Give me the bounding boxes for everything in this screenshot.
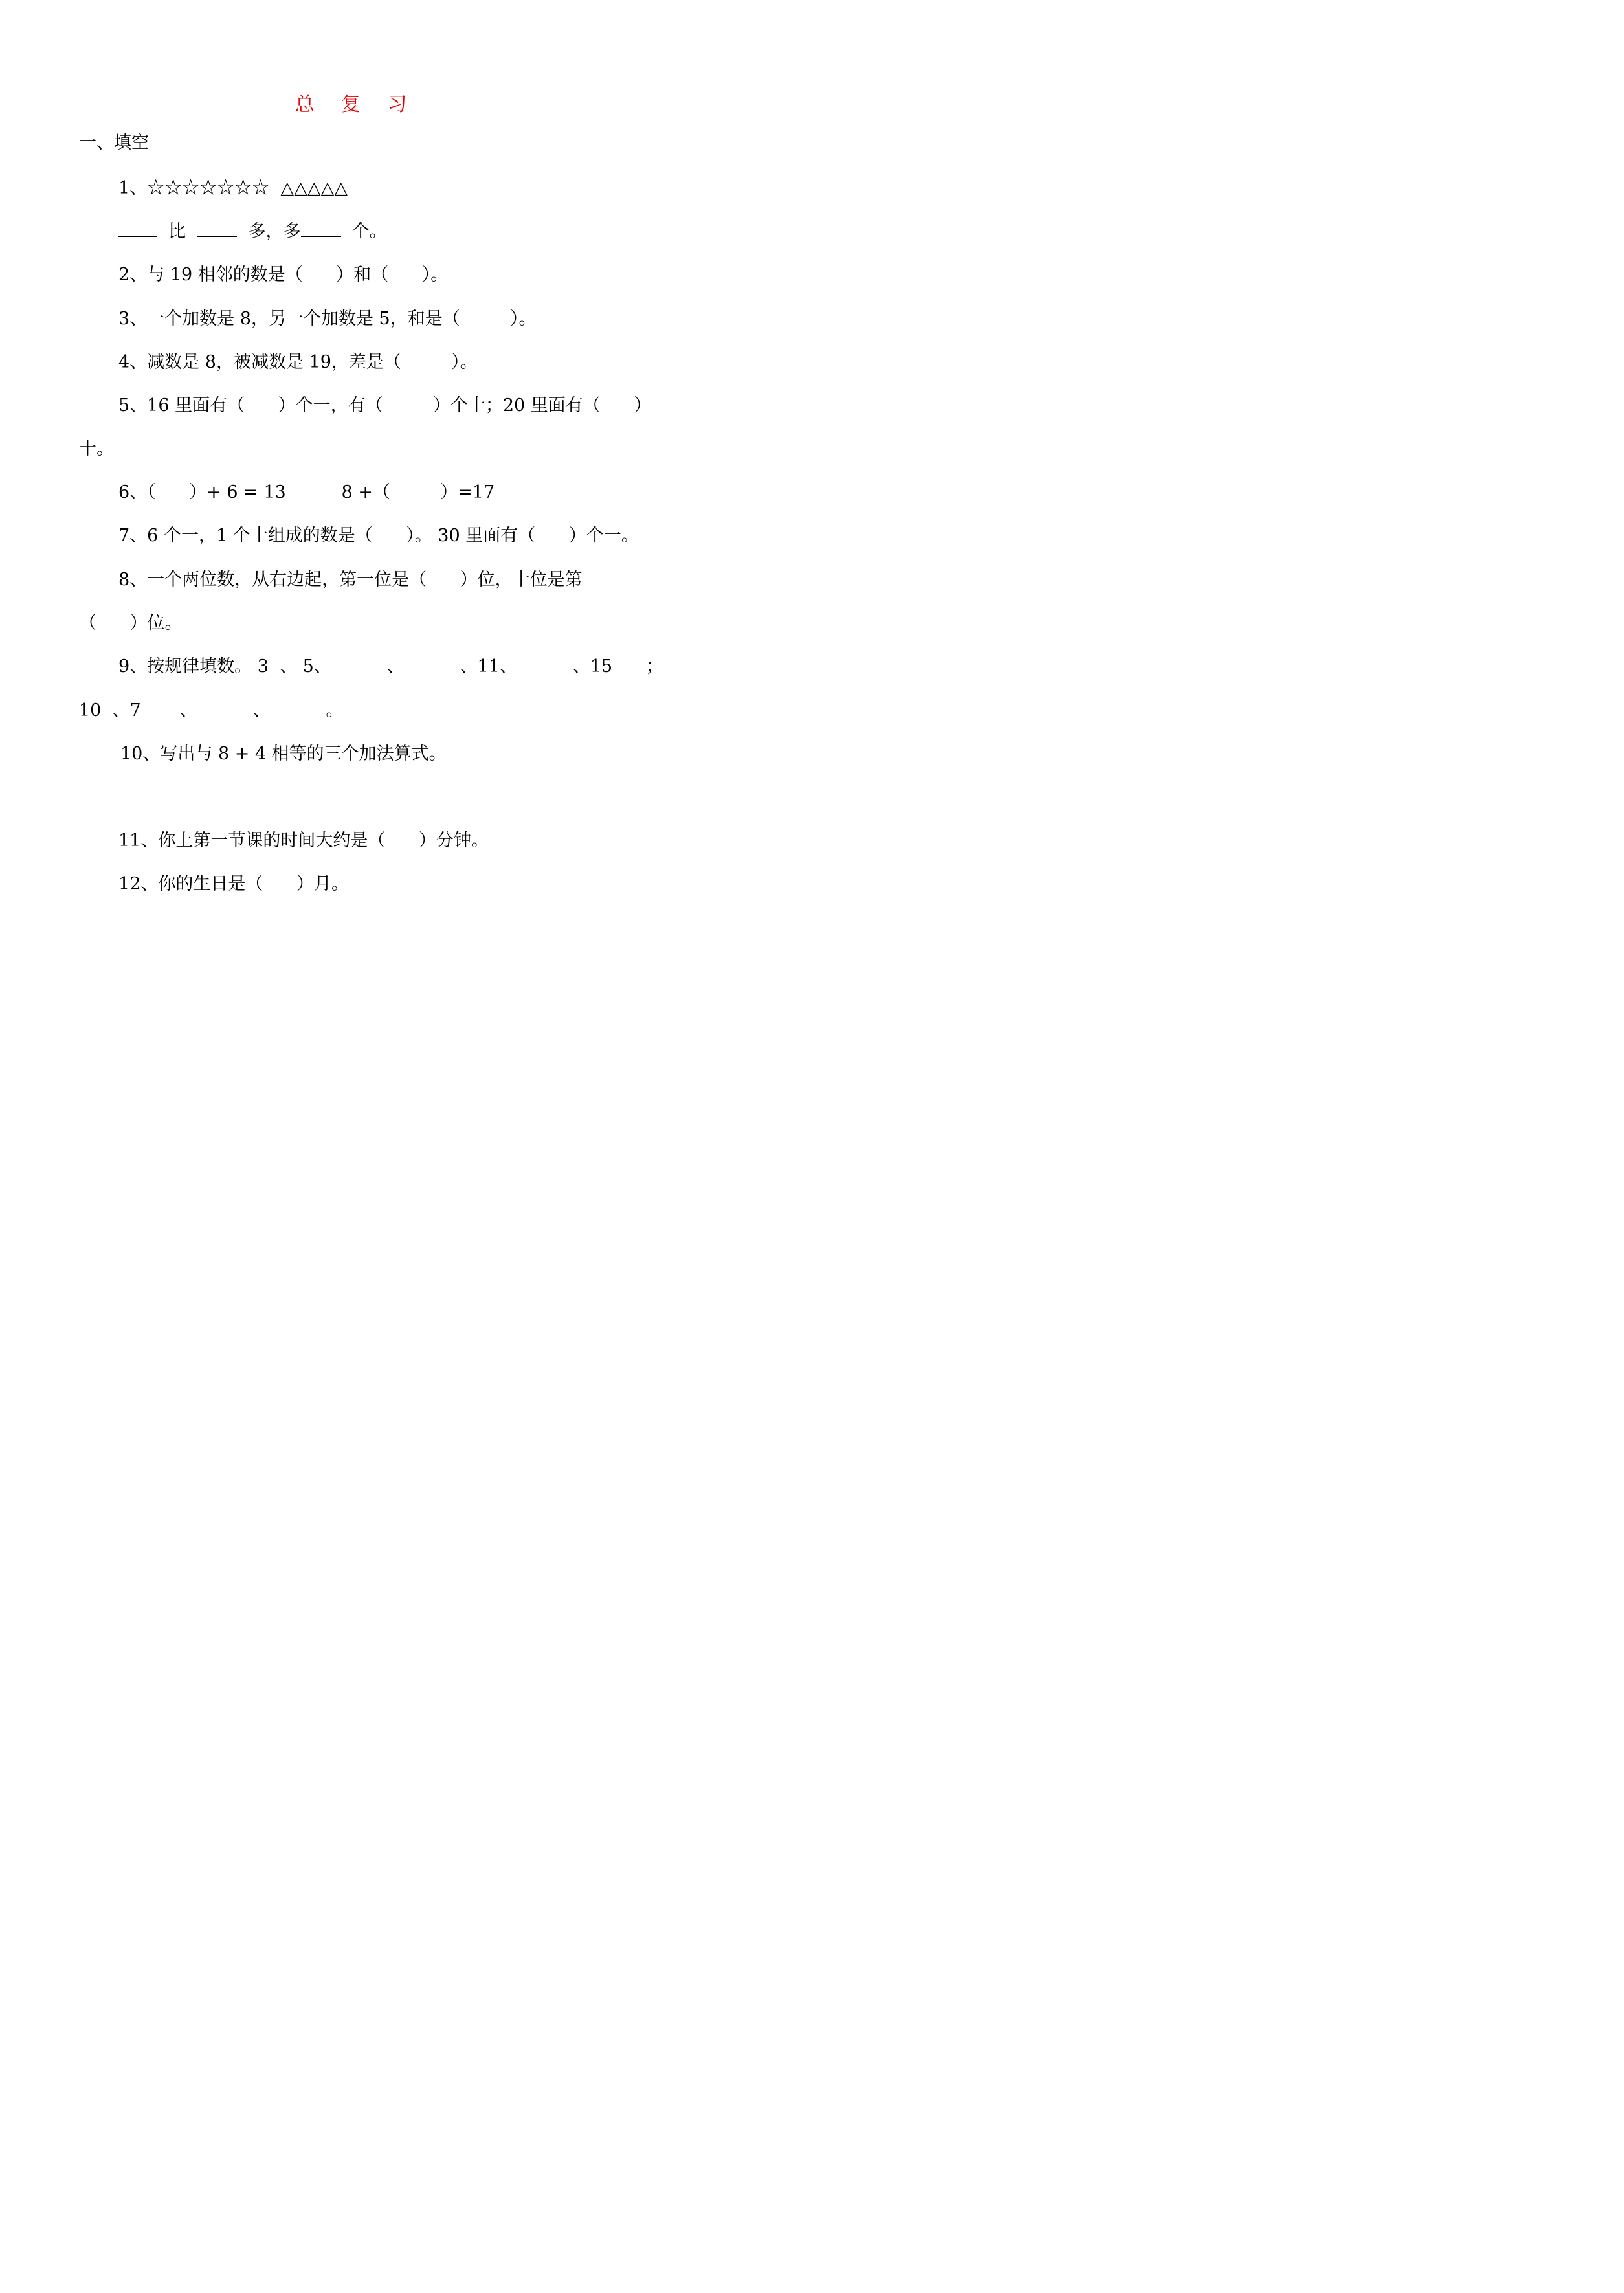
page-title: 总 复 习: [295, 93, 417, 116]
question-5-continued: 十。: [79, 439, 114, 459]
question-9: 9、按规律填数。 3 、 5、 、 、11、 、15 ；: [118, 656, 663, 677]
question-12: 12、你的生日是（ ）月。: [118, 874, 349, 894]
answer-line-2[interactable]: [79, 791, 197, 807]
question-2: 2、与 19 相邻的数是（ ）和（ ）。: [118, 265, 449, 285]
triangles-row: △△△△△: [280, 178, 348, 198]
section-heading: 一、填空: [79, 133, 149, 153]
question-11: 11、你上第一节课的时间大约是（ ）分钟。: [118, 831, 489, 851]
blank-line[interactable]: [197, 221, 237, 237]
question-1-answer-line: [118, 221, 387, 243]
answer-line-1[interactable]: [522, 749, 640, 765]
text-bi: 比: [168, 221, 186, 241]
question-8-continued: （ ）位。: [79, 613, 183, 633]
question-6: 6、（ ）+ 6 = 13 8 +（ ）=17: [118, 482, 495, 502]
question-1-number: 1、: [118, 178, 148, 198]
question-5: 5、16 里面有（ ）个一，有（ ）个十；20 里面有（ ）: [118, 396, 652, 416]
question-4: 4、减数是 8，被减数是 19，差是（ ）。: [118, 352, 478, 372]
question-9-continued: 10 、7 、 、 。: [79, 700, 344, 721]
question-1: [118, 177, 348, 199]
blank-line[interactable]: [118, 221, 157, 237]
question-7: 7、6 个一，1 个十组成的数是（ ）。 30 里面有（ ）个一。: [118, 526, 639, 546]
stars-row: ☆☆☆☆☆☆☆: [147, 178, 270, 198]
text-ge: 个。: [351, 221, 387, 241]
question-3: 3、一个加数是 8，另一个加数是 5，和是（ ）。: [118, 309, 537, 329]
question-8: 8、一个两位数，从右边起，第一位是（ ）位，十位是第: [118, 570, 583, 590]
question-10: 10、写出与 8 + 4 相等的三个加法算式。: [120, 744, 447, 764]
blank-line[interactable]: [301, 221, 341, 237]
text-duo: 多，多: [248, 221, 301, 241]
answer-line-3[interactable]: [220, 791, 328, 807]
worksheet-page: [0, 0, 712, 1007]
